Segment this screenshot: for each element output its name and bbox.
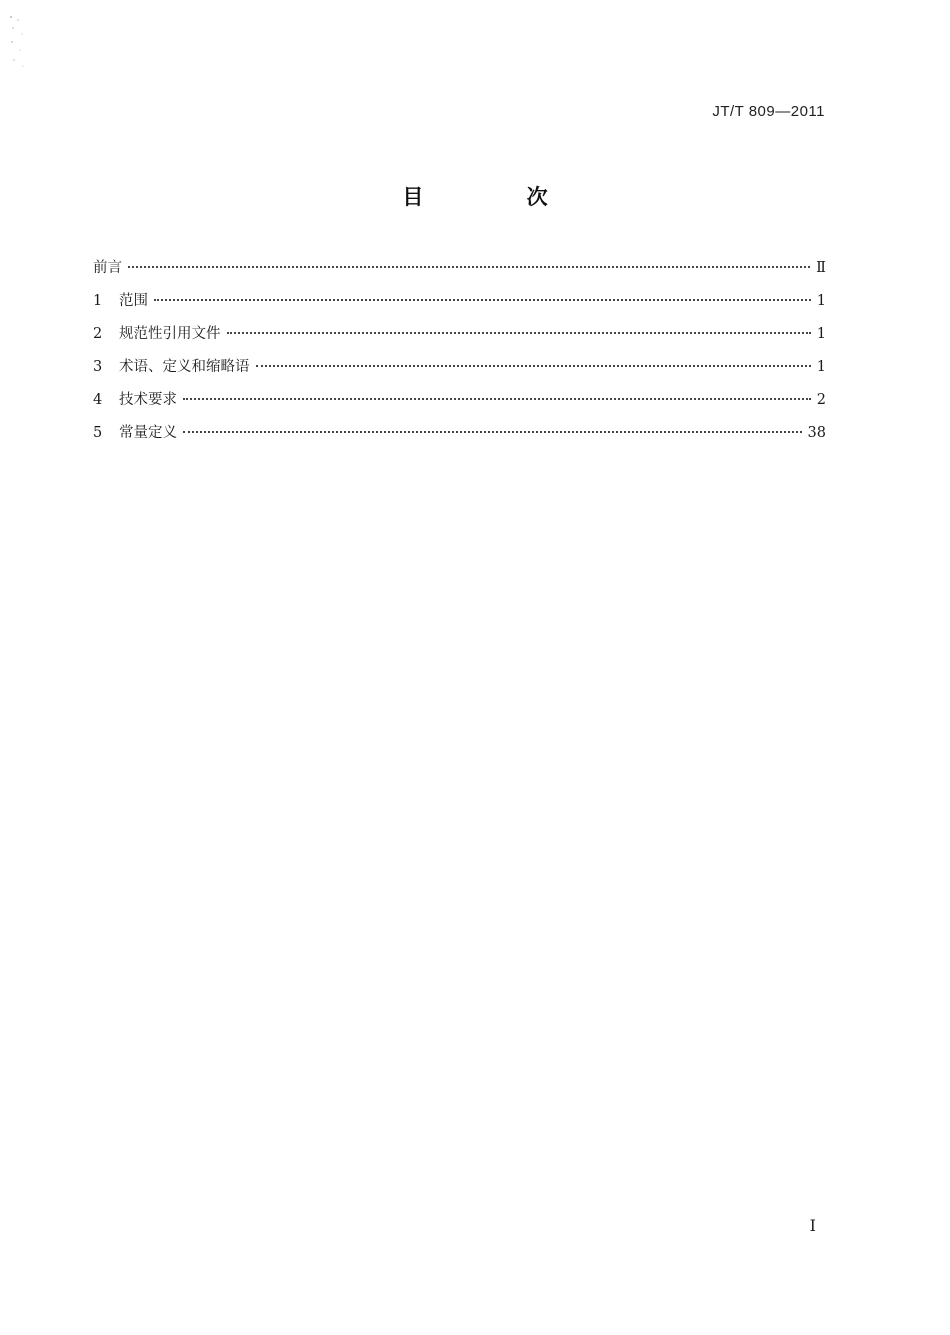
standard-code: JT/T 809—2011 (712, 103, 825, 120)
toc-title: 目 次 (402, 185, 596, 209)
page-number: Ⅰ (809, 1216, 816, 1235)
toc-entry-page: Ⅱ (816, 260, 826, 276)
toc-entry-scope[interactable] (93, 289, 826, 322)
toc-list (93, 256, 826, 454)
toc-entry-title: 技术要求 (119, 392, 177, 408)
toc-entry-page: 38 (807, 425, 826, 441)
toc-entry-terms-definitions[interactable] (93, 355, 826, 388)
toc-entry-constant-definitions[interactable] (93, 421, 826, 454)
toc-entry-title: 术语、定义和缩略语 (119, 359, 250, 375)
dot-leader (256, 365, 811, 367)
toc-entry-technical-requirements[interactable] (93, 388, 826, 421)
toc-entry-number: 5 (93, 425, 103, 441)
toc-entry-page: 1 (816, 359, 826, 375)
scan-noise-specks (8, 14, 28, 74)
dot-leader (227, 332, 811, 334)
toc-entry-number: 2 (93, 326, 103, 342)
toc-entry-title: 范围 (119, 293, 148, 309)
toc-entry-title: 规范性引用文件 (119, 326, 221, 342)
dot-leader (128, 266, 810, 268)
toc-entry-title: 前言 (93, 260, 122, 276)
toc-entry-normative-references[interactable] (93, 322, 826, 355)
toc-entry-number: 4 (93, 392, 103, 408)
dot-leader (183, 431, 802, 433)
dot-leader (183, 398, 811, 400)
toc-entry-preface[interactable] (93, 256, 826, 289)
toc-entry-page: 1 (816, 293, 826, 309)
toc-entry-title: 常量定义 (119, 425, 177, 441)
toc-entry-page: 1 (816, 326, 826, 342)
toc-entry-number: 3 (93, 359, 103, 375)
dot-leader (154, 299, 811, 301)
toc-entry-number: 1 (93, 293, 103, 309)
toc-entry-page: 2 (816, 392, 826, 408)
